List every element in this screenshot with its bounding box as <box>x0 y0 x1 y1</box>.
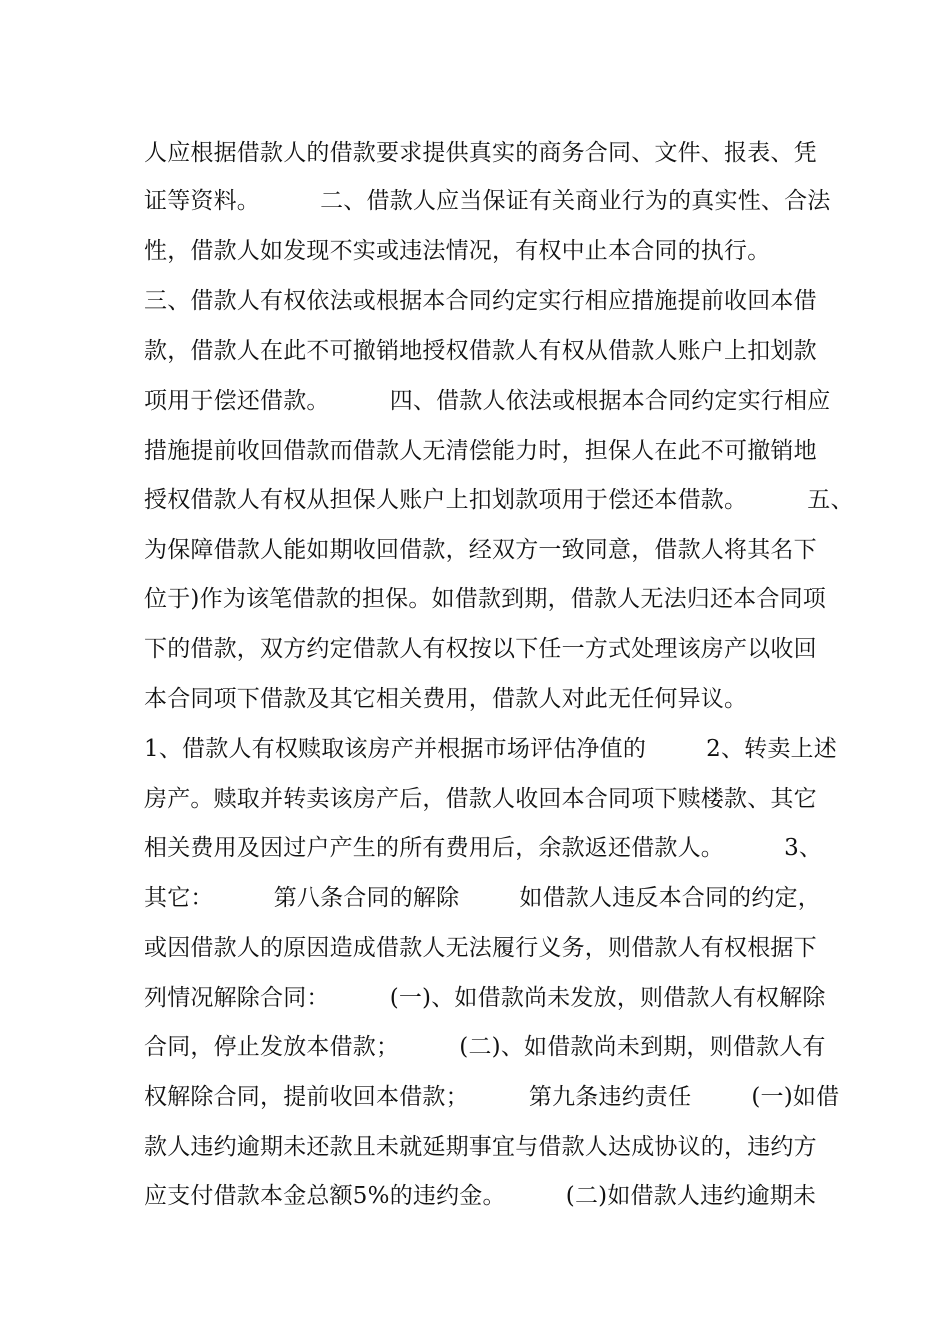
text-line: 应支付借款本金总额5%的违约金。 (二)如借款人违约逾期未 <box>144 1183 817 1209</box>
text-line: 款人违约逾期未还款且未就延期事宜与借款人达成协议的，违约方 <box>144 1134 817 1160</box>
text-line: 房产。赎取并转卖该房产后，借款人收回本合同项下赎楼款、其它 <box>144 786 817 812</box>
text-line: 性，借款人如发现不实或违法情况，有权中止本合同的执行。 <box>144 238 771 264</box>
text-line: 人应根据借款人的借款要求提供真实的商务合同、文件、报表、凭 <box>144 140 817 166</box>
text-line: 合同，停止发放本借款； (二)、如借款尚未到期，则借款人有 <box>144 1034 826 1060</box>
text-line: 证等资料。 二、借款人应当保证有关商业行为的真实性、合法 <box>144 188 831 214</box>
text-line: 1、借款人有权赎取该房产并根据市场评估净值的 2、转卖上述 <box>144 736 837 762</box>
text-line: 或因借款人的原因造成借款人无法履行义务，则借款人有权根据下 <box>144 935 817 961</box>
text-line: 其它： 第八条合同的解除 如借款人违反本合同的约定， <box>144 885 821 911</box>
text-line: 为保障借款人能如期收回借款，经双方一致同意，借款人将其名下 <box>144 537 817 563</box>
text-line: 位于)作为该笔借款的担保。如借款到期，借款人无法归还本合同项 <box>144 586 826 612</box>
text-line: 本合同项下借款及其它相关费用，借款人对此无任何异议。 <box>144 686 748 712</box>
text-line: 下的借款，双方约定借款人有权按以下任一方式处理该房产以收回 <box>144 636 817 662</box>
text-line: 权解除合同，提前收回本借款； 第九条违约责任 (一)如借 <box>144 1084 840 1110</box>
text-line: 项用于偿还借款。 四、借款人依法或根据本合同约定实行相应 <box>144 388 831 414</box>
text-line: 相关费用及因过户产生的所有费用后，余款返还借款人。 3、 <box>144 835 823 861</box>
text-line: 授权借款人有权从担保人账户上扣划款项用于偿还本借款。 五、 <box>144 487 854 513</box>
text-line: 列情况解除合同： (一)、如借款尚未发放，则借款人有权解除 <box>144 985 826 1011</box>
text-line: 三、借款人有权依法或根据本合同约定实行相应措施提前收回本借 <box>144 288 817 314</box>
text-line: 款，借款人在此不可撤销地授权借款人有权从借款人账户上扣划款 <box>144 338 817 364</box>
text-line: 措施提前收回借款而借款人无清偿能力时，担保人在此不可撤销地 <box>144 438 817 464</box>
